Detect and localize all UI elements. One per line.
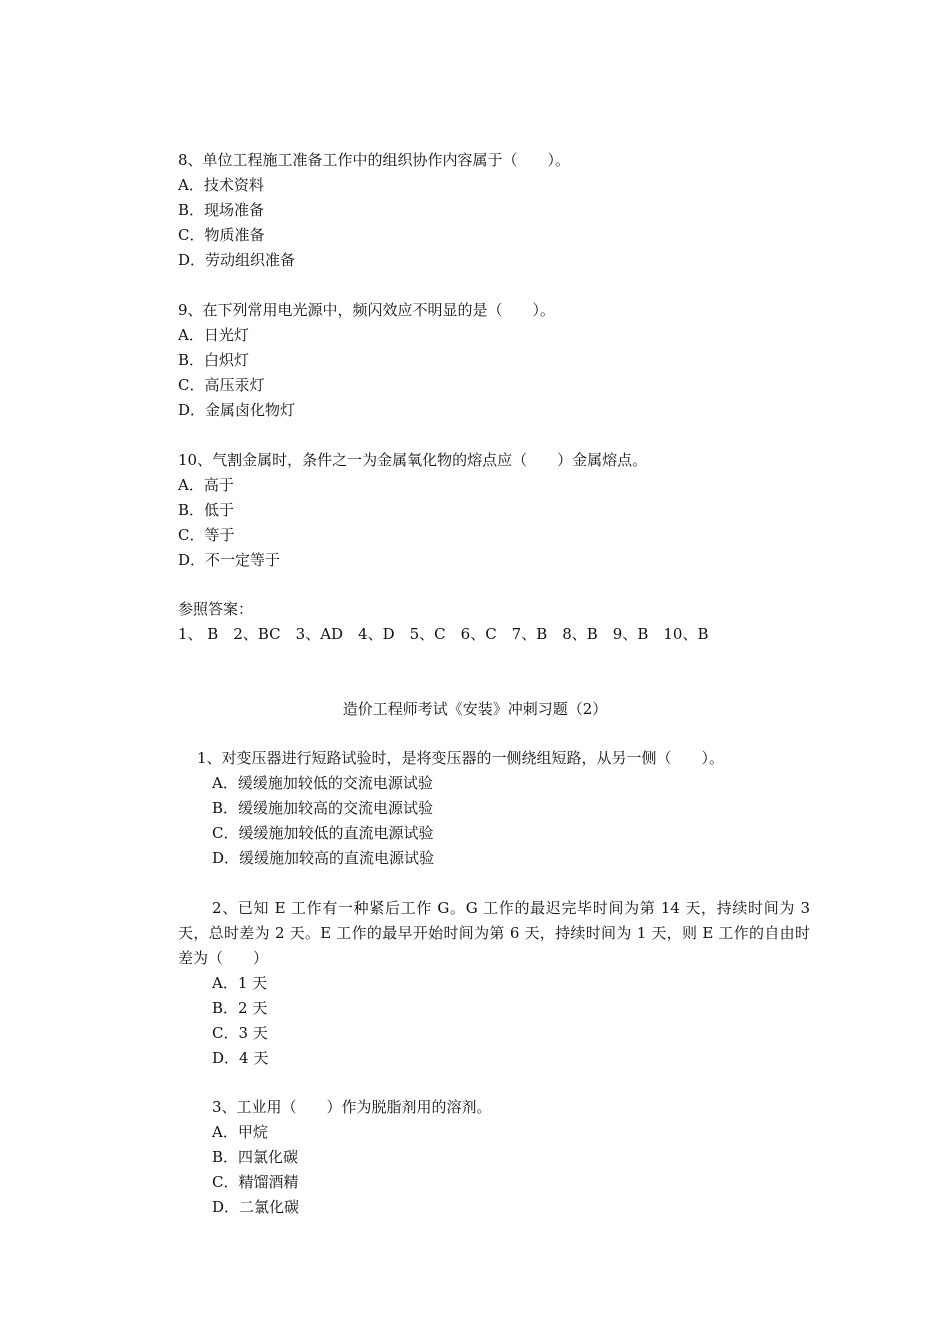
question-3-stem: 3、工业用（ ）作为脱脂剂用的溶剂。	[212, 1098, 492, 1116]
question-10-option-a: A．高于	[178, 476, 234, 494]
question-10-option-b: B．低于	[178, 501, 235, 519]
question-8-option-d: D．劳动组织准备	[178, 251, 296, 269]
question-2-option-d: D．4 天	[212, 1049, 269, 1067]
question-8-option-c: C．物质准备	[178, 226, 265, 244]
question-2-option-a: A．1 天	[212, 974, 268, 992]
question-10-option-d: D．不一定等于	[178, 551, 281, 569]
question-9-option-a: A．日光灯	[178, 326, 249, 344]
question-10-option-c: C．等于	[178, 526, 235, 544]
question-3-option-d: D．二氯化碳	[212, 1198, 300, 1216]
question-9-option-c: C．高压汞灯	[178, 376, 265, 394]
section-title: 造价工程师考试《安装》冲刺习题（2）	[342, 700, 608, 718]
question-8-option-b: B．现场准备	[178, 201, 265, 219]
question-9-option-d: D．金属卤化物灯	[178, 401, 296, 419]
question-1-option-a: A．缓缓施加较低的交流电源试验	[212, 774, 433, 792]
question-2-option-b: B．2 天	[212, 999, 268, 1017]
question-3-option-c: C．精馏酒精	[212, 1173, 299, 1191]
question-2-stem: 2、已知 E 工作有一种紧后工作 G。G 工作的最迟完毕时间为第 14 天，持续时间为 3 天，总时差为 2 天。E 工作的最早开始时间为第 6 天，持续时间为 1 天，则 E 工作的自由时差为（ ）	[178, 899, 810, 967]
answer-key: 1、 B 2、BC 3、AD 4、D 5、C 6、C 7、B 8、B 9、B 10、B	[178, 625, 709, 643]
question-10-stem: 10、气割金属时，条件之一为金属氧化物的熔点应（ ）金属熔点。	[178, 451, 648, 469]
question-8-stem: 8、单位工程施工准备工作中的组织协作内容属于（ ）。	[178, 151, 571, 169]
question-3-option-b: B．四氯化碳	[212, 1148, 299, 1166]
question-8-option-a: A．技术资料	[178, 176, 264, 194]
question-9-stem: 9、在下列常用电光源中，频闪效应不明显的是（ ）。	[178, 301, 556, 319]
answer-label: 参照答案：	[178, 600, 254, 618]
question-1-stem: 1、对变压器进行短路试验时，是将变压器的一侧绕组短路，从另一侧（ ）。	[197, 749, 725, 767]
question-2-option-c: C．3 天	[212, 1024, 268, 1042]
question-3-option-a: A．甲烷	[212, 1123, 268, 1141]
question-1-option-d: D．缓缓施加较高的直流电源试验	[212, 849, 435, 867]
question-9-option-b: B．白炽灯	[178, 351, 250, 369]
question-1-option-c: C．缓缓施加较低的直流电源试验	[212, 824, 434, 842]
question-1-option-b: B．缓缓施加较高的交流电源试验	[212, 799, 434, 817]
